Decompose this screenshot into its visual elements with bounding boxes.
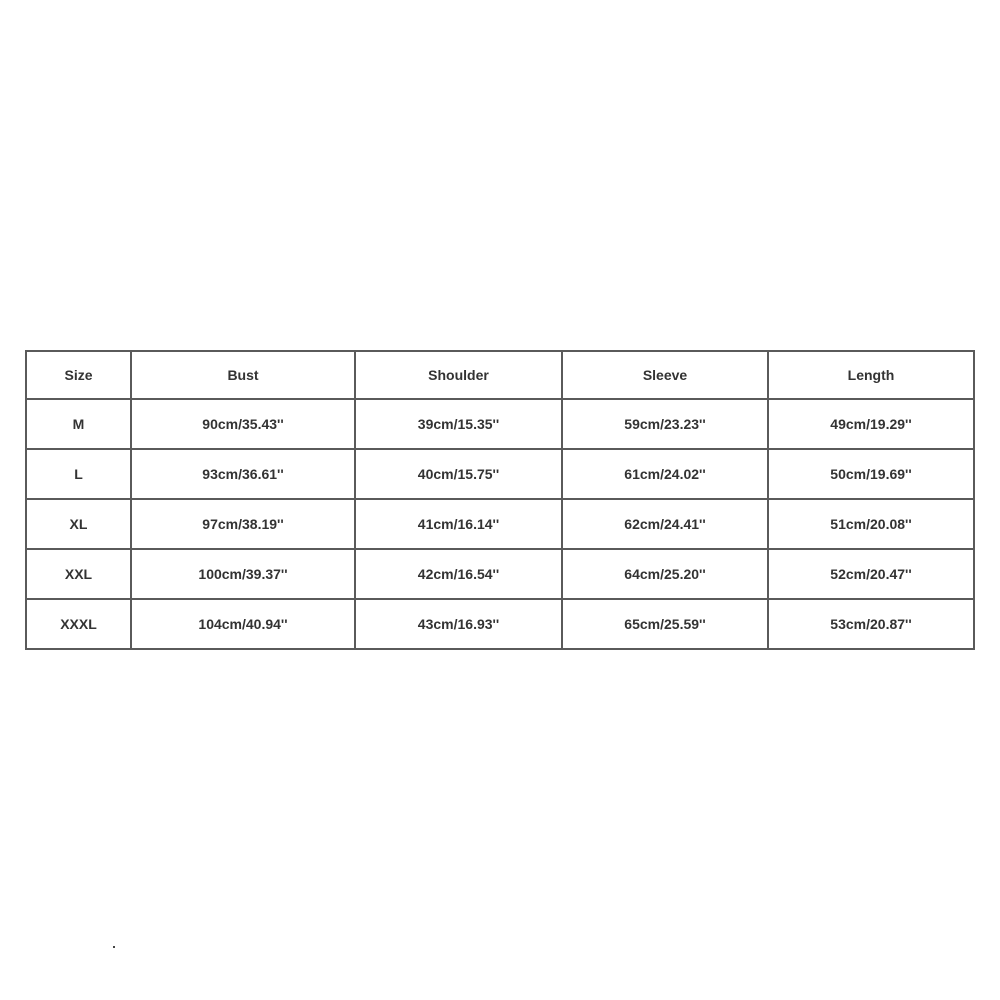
header-bust: Bust [131,351,355,399]
table-row [26,549,974,599]
cell-bust: 97cm/38.19'' [131,499,355,549]
table-row [26,499,974,549]
cell-size: L [26,449,131,499]
header-size: Size [26,351,131,399]
cell-bust: 100cm/39.37'' [131,549,355,599]
table-row [26,599,974,649]
cell-length: 50cm/19.69'' [768,449,974,499]
cell-size: XXL [26,549,131,599]
cell-bust: 90cm/35.43'' [131,399,355,449]
cell-shoulder: 43cm/16.93'' [355,599,562,649]
cell-length: 53cm/20.87'' [768,599,974,649]
cell-length: 51cm/20.08'' [768,499,974,549]
header-length: Length [768,351,974,399]
cell-shoulder: 42cm/16.54'' [355,549,562,599]
table-row [26,449,974,499]
cell-size: XXXL [26,599,131,649]
cell-length: 49cm/19.29'' [768,399,974,449]
cell-bust: 104cm/40.94'' [131,599,355,649]
cell-size: M [26,399,131,449]
cell-shoulder: 41cm/16.14'' [355,499,562,549]
cell-sleeve: 65cm/25.59'' [562,599,768,649]
cell-sleeve: 64cm/25.20'' [562,549,768,599]
cell-sleeve: 61cm/24.02'' [562,449,768,499]
table-row [26,399,974,449]
size-chart-table [25,350,975,650]
cell-size: XL [26,499,131,549]
header-shoulder: Shoulder [355,351,562,399]
table-header-row [26,351,974,399]
cell-shoulder: 39cm/15.35'' [355,399,562,449]
cell-shoulder: 40cm/15.75'' [355,449,562,499]
cell-sleeve: 62cm/24.41'' [562,499,768,549]
cell-sleeve: 59cm/23.23'' [562,399,768,449]
cell-bust: 93cm/36.61'' [131,449,355,499]
stray-dot-artifact [113,946,115,948]
cell-length: 52cm/20.47'' [768,549,974,599]
header-sleeve: Sleeve [562,351,768,399]
